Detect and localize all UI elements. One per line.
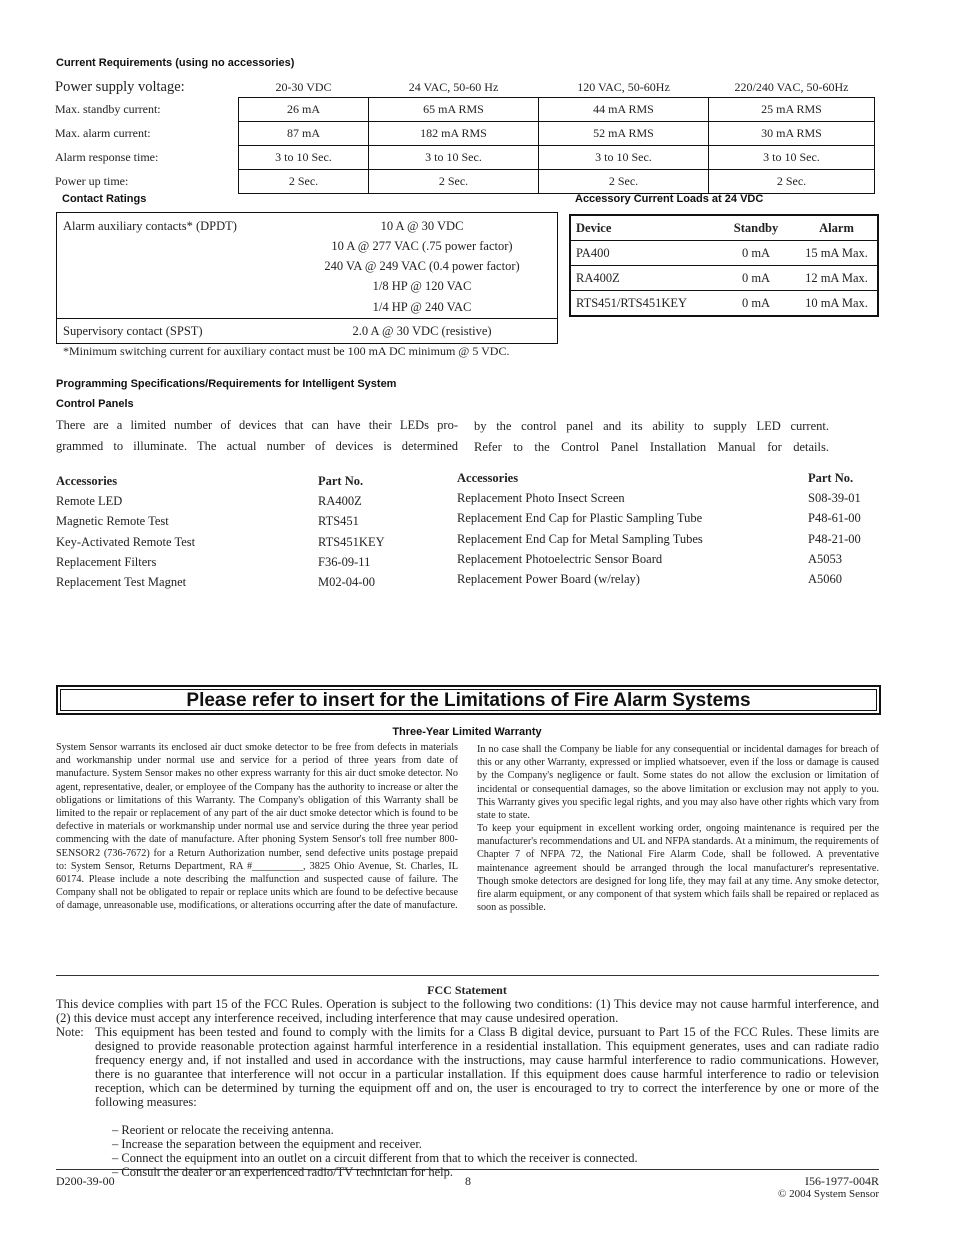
part-number: RA400Z: [318, 494, 362, 508]
table-cell: 12 mA Max.: [796, 266, 878, 291]
list-item: Replacement End Cap for Plastic Sampling Tube: [457, 511, 703, 525]
row-label: Max. standby current:: [55, 102, 161, 116]
part-no-header: Part No.: [318, 474, 364, 488]
column-header: 24 VAC, 50-60 Hz: [408, 80, 499, 94]
part-number: S08-39-01: [808, 491, 861, 505]
table-row: [55, 98, 875, 122]
part-no-header: Part No.: [808, 471, 854, 485]
table-cell: 26 mA: [239, 98, 369, 122]
table-cell: 3 to 10 Sec.: [539, 146, 709, 170]
table-cell: PA400: [570, 241, 716, 266]
table-cell: 0 mA: [741, 295, 771, 310]
table-cell: 44 mA RMS: [539, 98, 709, 122]
divider: [57, 318, 557, 319]
contact-ratings-heading: Contact Ratings: [62, 193, 147, 205]
table-cell: 65 mA RMS: [369, 98, 539, 122]
aux-contacts-label: Alarm auxiliary contacts* (DPDT): [63, 219, 237, 233]
table-row: [55, 170, 875, 194]
current-requirements-heading: Current Requirements (using no accessories): [56, 57, 295, 69]
list-item: Replacement Photoelectric Sensor Board: [457, 552, 663, 566]
table-cell: 52 mA RMS: [539, 122, 709, 146]
part-number: A5060: [808, 572, 843, 586]
list-item: Magnetic Remote Test: [56, 514, 169, 528]
table-row: [570, 291, 878, 317]
table-cell: 2 Sec.: [709, 170, 875, 194]
column-header: Standby: [716, 215, 796, 241]
fcc-measure: – Reorient or relocate the receiving antenna.: [112, 1123, 334, 1137]
part-number: P48-21-00: [808, 532, 861, 546]
aux-rating: 1/8 HP @ 120 VAC: [372, 279, 472, 293]
part-number: F36-09-11: [318, 555, 371, 569]
current-requirements-table: [55, 78, 875, 194]
list-item: Replacement Test Magnet: [56, 575, 187, 589]
form-number: I56-1977-004R: [805, 1174, 879, 1188]
programming-heading: Programming Specifications/Requirements for Intelligent System: [56, 378, 397, 390]
table-cell: 15 mA Max.: [796, 241, 878, 266]
table-cell: 3 to 10 Sec.: [369, 146, 539, 170]
programming-left-line: There are a limited number of devices that can have their LEDs pro-: [56, 418, 458, 432]
warranty-heading: Three-Year Limited Warranty: [392, 726, 542, 738]
table-cell: 182 mA RMS: [369, 122, 539, 146]
list-item: Remote LED: [56, 494, 123, 508]
accessories-header: Accessories: [56, 474, 118, 488]
row-label: Alarm response time:: [55, 150, 159, 164]
contact-ratings-box: [56, 212, 558, 344]
banner-text: Please refer to insert for the Limitations of Fire Alarm Systems: [186, 690, 751, 711]
list-item: Replacement Power Board (w/relay): [457, 572, 640, 586]
aux-rating: 1/4 HP @ 240 VAC: [372, 300, 472, 314]
warranty-right-text: In no case shall the Company be liable for any consequential or incidental damages for breach of this or any other Warranty, expressed or implied whatsoever, even if the loss or damage is caused by the Company's negligence or fault. Some states do not allow the exclusion or limitation of incidental or consequential damages, so the above limitation or exclusion may not apply to you. This Warranty gives you specific legal rights, and you may also have other rights which vary from state to state.: [477, 744, 879, 822]
table-cell: RA400Z: [570, 266, 716, 291]
fcc-intro: This device complies with part 15 of the FCC Rules. Operation is subject to the following two conditions: (1) This device may not cause harmful interference, and (2) this device must accept any interference received, including interference that may cause undesired operation.: [56, 997, 879, 1025]
aux-rating: 10 A @ 277 VAC (.75 power factor): [331, 239, 513, 253]
accessory-loads-table: [569, 214, 879, 317]
table-cell: 30 mA RMS: [709, 122, 875, 146]
part-number: P48-61-00: [808, 511, 861, 525]
supervisory-rating: 2.0 A @ 30 VDC (resistive): [352, 324, 492, 338]
column-header: 120 VAC, 50-60Hz: [577, 80, 670, 94]
part-number: A5053: [808, 552, 843, 566]
accessory-loads-heading: Accessory Current Loads at 24 VDC: [575, 193, 764, 205]
column-header: Alarm: [796, 215, 878, 241]
copyright: © 2004 System Sensor: [778, 1188, 879, 1200]
table-row: [55, 122, 875, 146]
list-item: Replacement End Cap for Metal Sampling Tubes: [457, 532, 703, 546]
table-cell: 2 Sec.: [369, 170, 539, 194]
page-number: 8: [465, 1174, 471, 1188]
supervisory-contact-label: Supervisory contact (SPST): [63, 324, 203, 338]
accessories-header: Accessories: [457, 471, 519, 485]
table-row: [55, 146, 875, 170]
table-header-row: [570, 215, 878, 241]
programming-right-line: by the control panel and its ability to supply LED current.: [474, 419, 829, 433]
row-label: Max. alarm current:: [55, 126, 151, 140]
fcc-note-label: Note:: [56, 1025, 84, 1039]
fcc-heading: FCC Statement: [427, 983, 507, 997]
aux-rating: 240 VA @ 249 VAC (0.4 power factor): [324, 259, 520, 273]
table-cell: 2 Sec.: [239, 170, 369, 194]
warranty-left-text: System Sensor warrants its enclosed air duct smoke detector to be free from defects in materials and workmanship under normal use and service for a period of three years from date of manufacture. System Sensor makes no other express warranty for this air duct smoke detector. No agent, representative, dealer, or employee of the Company has the authority to increase or alter the obligations or limitations of this Warranty. The Company's obligation of this Warranty shall be limited to the repair or replacement of any part of the air duct smoke detector which is found to be defective in materials or workmanship under normal use and service during the three year period commencing with the date of manufacture. After phoning System Sensor's toll free number 800-SENSOR2 (736-7672) for a Return Authorization number, send defective units postage prepaid to: System Sensor, Returns Department, RA #__________, 3825 Ohio Avenue, St. Charles, IL 60174. Please include a note describing the malfunction and suspected cause of failure. The Company shall not be obligated to repair or replace units which are found to be defective because of damage, unreasonable use, modifications, or alterations occurring after the date of manufacture.: [56, 742, 458, 912]
column-header: Device: [570, 215, 716, 241]
programming-left-line: grammed to illuminate. The actual number of devices is determined: [56, 439, 458, 453]
table-cell: 87 mA: [239, 122, 369, 146]
list-item: Key-Activated Remote Test: [56, 535, 196, 549]
control-panels-heading: Control Panels: [56, 398, 134, 410]
aux-rating: 10 A @ 30 VDC: [380, 219, 464, 233]
limitations-banner: [56, 685, 881, 715]
table-cell: 0 mA: [716, 241, 796, 266]
table-cell: 10 mA Max.: [805, 295, 868, 310]
part-number: RTS451: [318, 514, 359, 528]
table-cell: 25 mA RMS: [709, 98, 875, 122]
footer-divider: [56, 1169, 879, 1170]
table-header-row: [55, 78, 875, 98]
list-item: Replacement Filters: [56, 555, 157, 569]
part-number: RTS451KEY: [318, 535, 385, 549]
document-number: D200-39-00: [56, 1174, 115, 1188]
column-header: 220/240 VAC, 50-60Hz: [734, 80, 849, 94]
warranty-maintenance-text: To keep your equipment in excellent working order, ongoing maintenance is required per the manufacturer's recommendations and UL and NFPA standards. At a minimum, the requirements of Chapter 7 of NFPA 72, the National Fire Alarm Code, shall be followed. A preventative maintenance agreement should be arranged through the local manufacturer's representative. Though smoke detectors are designed for long life, they may fail at any time. Any smoke detector, fire alarm equipment, or any component of that system which fails shall be repaired or replaced as soon as possible.: [477, 823, 879, 914]
fcc-measure: – Consult the dealer or an experienced radio/TV technician for help.: [112, 1165, 453, 1179]
fcc-measure: – Connect the equipment into an outlet on a circuit different from that to which the receiver is connected.: [112, 1151, 638, 1165]
part-number: M02-04-00: [318, 575, 375, 589]
fcc-measure: – Increase the separation between the equipment and receiver.: [112, 1137, 422, 1151]
table-cell: 3 to 10 Sec.: [239, 146, 369, 170]
list-item: Replacement Photo Insect Screen: [457, 491, 625, 505]
table-cell: 3 to 10 Sec.: [709, 146, 875, 170]
programming-right-line: Refer to the Control Panel Installation Manual for details.: [474, 440, 829, 454]
contact-footnote: *Minimum switching current for auxiliary contact must be 100 mA DC minimum @ 5 VDC.: [63, 344, 510, 358]
table-cell: 2 Sec.: [539, 170, 709, 194]
table-row: [570, 266, 878, 291]
table-row: [570, 241, 878, 266]
column-header: 20-30 VDC: [275, 80, 332, 94]
voltage-label: Power supply voltage:: [55, 79, 185, 96]
table-cell: RTS451/RTS451KEY: [576, 295, 688, 310]
table-cell: 0 mA: [716, 266, 796, 291]
row-label: Power up time:: [55, 174, 129, 188]
fcc-note-text: This equipment has been tested and found to comply with the limits for a Class B digital device, pursuant to Part 15 of the FCC Rules. These limits are designed to provide reasonable protection against harmful interference in a residential installation. This equipment generates, uses and can radiate radio frequency energy and, if not installed and used in accordance with the instructions, may cause harmful interference to radio communications. However, there is no guarantee that interference will not occur in a particular installation. If this equipment does cause harmful interference to radio or television reception, which can be determined by turning the equipment off and on, the user is encouraged to try to correct the interference by one or more of the following measures:: [95, 1025, 879, 1109]
divider: [56, 975, 879, 976]
